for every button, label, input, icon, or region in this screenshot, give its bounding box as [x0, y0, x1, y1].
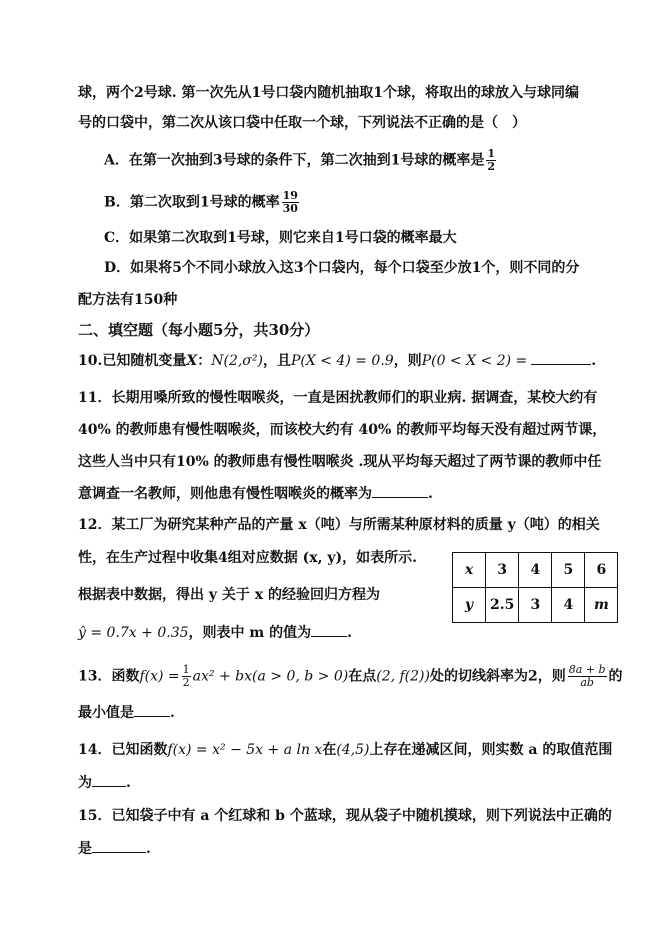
q13-fraction-half: $\frac{1}{2}$ — [182, 663, 190, 689]
q14-period: . — [126, 775, 131, 791]
q14-interval: (4,5) — [336, 742, 370, 758]
q12-answer-blank — [311, 622, 347, 637]
q14-line-2-text: 为 — [78, 775, 92, 791]
q11-line-4-text: 意调查一名教师，则他患有慢性咽喉炎的概率为 — [78, 486, 372, 502]
table-cell: 5 — [552, 553, 585, 588]
q11-answer-blank — [372, 483, 428, 498]
q14-line-2 — [78, 772, 131, 793]
q10-period: . — [591, 353, 597, 369]
q12-line-3: 根据表中数据，得出 y 关于 x 的经验回归方程为 — [78, 587, 380, 603]
q10-answer-blank — [531, 350, 591, 365]
q14-text-c: 在 — [322, 742, 337, 758]
q10-dist: N(2,σ²) — [211, 353, 263, 369]
q13-func-rest: ax² + bx(a > 0, b > 0) — [192, 668, 349, 685]
q14-text-e: 上存在递减区间，则实数 a 的取值范围 — [369, 742, 613, 758]
table-cell: 6 — [585, 553, 618, 588]
q13-text-f: 处的切线斜率为2，则 — [429, 668, 566, 685]
q9-line-2: 号的口袋中，第二次从该口袋中任取一个球，下列说法不正确的是（ ） — [78, 115, 526, 131]
q13-text-a: 13．函数 — [78, 668, 140, 685]
q11-line-3: 这些人当中只有10% 的教师患有慢性咽喉炎 .现从平均每天超过了两节课的教师中任 — [78, 454, 602, 470]
table-cell: x — [453, 553, 486, 588]
q9-option-a — [104, 148, 498, 173]
q9-option-d-line-1: D．如果将5个不同小球放入这3个口袋内，每个口袋至少放1个，则不同的分 — [104, 260, 580, 276]
q9-option-d-line-2: 配方法有150种 — [78, 292, 178, 308]
q10-given: P(X < 4) = 0.9 — [290, 353, 394, 369]
table-cell: 2.5 — [486, 588, 519, 623]
q9-option-c: C．如果第二次取到1号球，则它来自1号口袋的概率最大 — [104, 230, 457, 246]
q15-answer-blank — [92, 838, 146, 853]
table-cell: 3 — [519, 588, 552, 623]
q13-func: f(x) = — [139, 668, 180, 685]
q12-period: . — [347, 625, 352, 641]
q12-line-1: 12．某工厂为研究某种产品的产量 x（吨）与所需某种原材料的质量 y（吨）的相关 — [78, 517, 600, 533]
q13-line-1 — [78, 664, 623, 689]
q9-option-a-fraction: $\frac{1}{2}$ — [487, 147, 495, 173]
q13-answer-blank — [134, 702, 170, 717]
table-cell: 4 — [552, 588, 585, 623]
q15-line-2 — [78, 838, 151, 859]
section-heading: 二、填空题（每小题5分，共30分） — [78, 321, 320, 339]
q10-text-a: 10.已知随机变量 — [78, 353, 187, 369]
q11-line-2: 40% 的教师患有慢性咽喉炎，而该校大约有 40% 的教师平均每天没有超过两节课， — [78, 422, 607, 438]
q14-text-a: 14．已知函数 — [78, 742, 168, 758]
data-table — [452, 552, 618, 623]
q15-line-1: 15．已知袋子中有 a 个红球和 b 个蓝球，现从袋子中随机摸球，则下列说法中正确的 — [78, 808, 612, 824]
q13-line-2-text: 最小值是 — [78, 705, 134, 721]
table-row — [453, 553, 618, 588]
q10-asked: P(0 < X < 2) = — [421, 353, 528, 369]
table-row — [453, 588, 618, 623]
q13-period: . — [170, 705, 175, 721]
q9-option-b — [104, 190, 301, 215]
q13-text-d: 在点 — [348, 668, 377, 685]
table-cell: 4 — [519, 553, 552, 588]
q13-line-2 — [78, 702, 175, 723]
q9-option-b-text: B．第二次取到1号球的概率 — [104, 194, 280, 211]
q10-text-g: ，则 — [393, 353, 422, 369]
q10-var: X — [186, 353, 198, 369]
q12-line-4 — [78, 622, 352, 643]
q13-text-g: 的 — [608, 668, 623, 685]
q9-option-b-fraction: $\frac{19}{30}$ — [282, 189, 298, 215]
table-cell: 3 — [486, 553, 519, 588]
q13-fraction-expr: $\frac{8a + b}{ab}$ — [568, 663, 606, 689]
q10 — [78, 350, 596, 371]
q12-line-2: 性，在生产过程中收集4组对应数据 (x, y)，如表所示. — [78, 550, 417, 566]
q10-colon: ： — [197, 353, 212, 369]
q11-line-4 — [78, 483, 433, 504]
q10-text-e: ，且 — [262, 353, 291, 369]
q11-period: . — [428, 486, 433, 502]
q13-point: (2, f(2)) — [376, 668, 430, 685]
q15-line-2-text: 是 — [78, 841, 92, 857]
table-cell: m — [585, 588, 618, 623]
q15-period: . — [146, 841, 151, 857]
q9-option-a-text: A．在第一次抽到3号球的条件下，第二次抽到1号球的概率是 — [104, 152, 485, 169]
q9-line-1: 球，两个2号球. 第一次先从1号口袋内随机抽取1个球，将取出的球放入与球同编 — [78, 85, 579, 101]
q12-line-4-text: ，则表中 m 的值为 — [188, 625, 312, 641]
table-cell: y — [453, 588, 486, 623]
q14-line-1 — [78, 740, 612, 760]
q14-func: f(x) = x² − 5x + a ln x — [167, 742, 323, 758]
q14-answer-blank — [92, 772, 126, 787]
q12-regression-equation: ŷ = 0.7x + 0.35 — [78, 625, 189, 641]
q11-line-1: 11．长期用嗓所致的慢性咽喉炎，一直是困扰教师们的职业病. 据调查，某校大约有 — [78, 390, 598, 406]
